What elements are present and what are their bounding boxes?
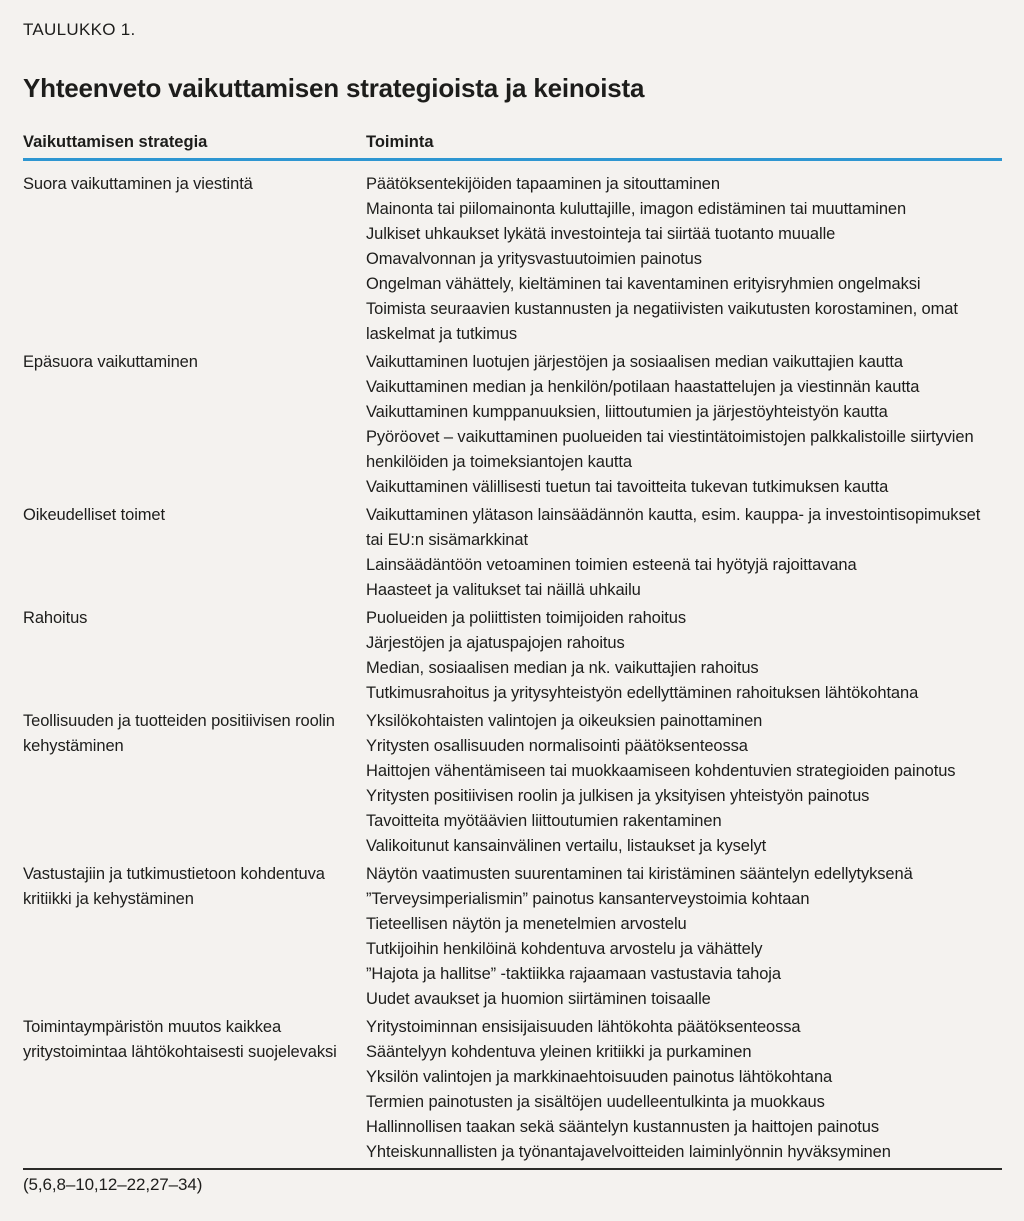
action-item: Järjestöjen ja ajatuspajojen rahoitus [366,634,625,652]
action-item: Yritysten positiivisen roolin ja julkisen ja yksityisen yhteistyön painotus [366,787,870,805]
page-title: Yhteenveto vaikuttamisen strategioista ja keinoista [23,73,645,103]
action-item: Yksilökohtaisten valintojen ja oikeuksien painottaminen [366,712,763,730]
action-item: Lainsäädäntöön vetoaminen toimien esteenä tai hyötyjä rajoittavana [366,556,857,574]
action-item: Vaikuttaminen luotujen järjestöjen ja sosiaalisen median vaikuttajien kautta [366,353,903,371]
table-row [23,350,1002,500]
action-item: Haasteet ja valitukset tai näillä uhkailu [366,581,641,599]
table-row [23,503,1002,603]
actions-cell [366,1015,1002,1165]
actions-cell [366,503,1002,603]
action-item: Puolueiden ja poliittisten toimijoiden rahoitus [366,609,686,627]
action-item: Toimista seuraavien kustannusten ja negatiivisten vaikutusten korostaminen, omat laskelmat ja tutkimus [366,300,958,343]
actions-cell [366,862,1002,1012]
summary-table [23,132,1002,1196]
action-item: Haittojen vähentämiseen tai muokkaamiseen kohdentuvien strategioiden painotus [366,762,956,780]
action-item: Termien painotusten ja sisältöjen uudelleentulkinta ja muokkaus [366,1093,825,1111]
strategy-cell: Toimintaympäristön muutos kaikkea yritystoimintaa lähtökohtaisesti suojelevaksi [23,1018,337,1061]
table-row [23,709,1002,859]
column-header-strategy: Vaikuttamisen strategia [23,133,208,151]
strategy-cell: Epäsuora vaikuttaminen [23,353,198,371]
table-header-row [23,132,1002,161]
actions-cell [366,709,1002,859]
action-item: Yritysten osallisuuden normalisointi päätöksenteossa [366,737,748,755]
action-item: Valikoitunut kansainvälinen vertailu, listaukset ja kyselyt [366,837,767,855]
action-item: Tutkijoihin henkilöinä kohdentuva arvostelu ja vähättely [366,940,763,958]
action-item: Vaikuttaminen median ja henkilön/potilaan haastattelujen ja viestinnän kautta [366,378,920,396]
table-body [23,161,1002,1165]
table-row [23,1015,1002,1165]
action-item: Uudet avaukset ja huomion siirtäminen toisaalle [366,990,711,1008]
table-row [23,862,1002,1012]
table-kicker: TAULUKKO 1. [23,20,136,39]
strategy-cell: Rahoitus [23,609,88,627]
table-row [23,172,1002,347]
actions-cell [366,172,1002,347]
action-item: ”Terveysimperialismin” painotus kansanterveystoimia kohtaan [366,890,810,908]
action-item: Median, sosiaalisen median ja nk. vaikuttajien rahoitus [366,659,759,677]
action-item: Tavoitteita myötäävien liittoutumien rakentaminen [366,812,722,830]
action-item: Tieteellisen näytön ja menetelmien arvostelu [366,915,687,933]
action-item: Vaikuttaminen välillisesti tuetun tai tavoitteita tukevan tutkimuksen kautta [366,478,889,496]
action-item: ”Hajota ja hallitse” -taktiikka rajaamaan vastustavia tahoja [366,965,781,983]
action-item: Tutkimusrahoitus ja yritysyhteistyön edellyttäminen rahoituksen lähtökohtana [366,684,919,702]
action-item: Näytön vaatimusten suurentaminen tai kiristäminen sääntelyn edellytyksenä [366,865,913,883]
reference-footnote: (5,6,8–10,12–22,27–34) [23,1168,1002,1196]
table-row [23,606,1002,706]
strategy-cell: Vastustajiin ja tutkimustietoon kohdentuva kritiikki ja kehystäminen [23,865,325,908]
strategy-cell: Teollisuuden ja tuotteiden positiivisen roolin kehystäminen [23,712,335,755]
action-item: Yksilön valintojen ja markkinaehtoisuuden painotus lähtökohtana [366,1068,833,1086]
action-item: Hallinnollisen taakan sekä sääntelyn kustannusten ja haittojen painotus [366,1118,879,1136]
actions-cell [366,350,1002,500]
action-item: Mainonta tai piilomainonta kuluttajille, imagon edistäminen tai muuttaminen [366,200,907,218]
action-item: Pyöröovet – vaikuttaminen puolueiden tai viestintätoimistojen palkkalistoille siirtyvien henkilöiden ja toimeksiantojen kautta [366,428,974,471]
action-item: Omavalvonnan ja yritysvastuutoimien painotus [366,250,702,268]
strategy-cell: Suora vaikuttaminen ja viestintä [23,175,253,193]
action-item: Julkiset uhkaukset lykätä investointeja tai siirtää tuotanto muualle [366,225,836,243]
action-item: Sääntelyyn kohdentuva yleinen kritiikki ja purkaminen [366,1043,752,1061]
action-item: Yritystoiminnan ensisijaisuuden lähtökohta päätöksenteossa [366,1018,801,1036]
action-item: Päätöksentekijöiden tapaaminen ja sitouttaminen [366,175,720,193]
strategy-cell: Oikeudelliset toimet [23,506,165,524]
column-header-toiminta: Toiminta [366,133,434,151]
action-item: Vaikuttaminen kumppanuuksien, liittoutumien ja järjestöyhteistyön kautta [366,403,888,421]
actions-cell [366,606,1002,706]
action-item: Ongelman vähättely, kieltäminen tai kaventaminen erityisryhmien ongelmaksi [366,275,921,293]
action-item: Vaikuttaminen ylätason lainsäädännön kautta, esim. kauppa- ja investointisopimukset tai EU:n sisämarkkinat [366,506,981,549]
action-item: Yhteiskunnallisten ja työnantajavelvoitteiden laiminlyönnin hyväksyminen [366,1143,891,1161]
